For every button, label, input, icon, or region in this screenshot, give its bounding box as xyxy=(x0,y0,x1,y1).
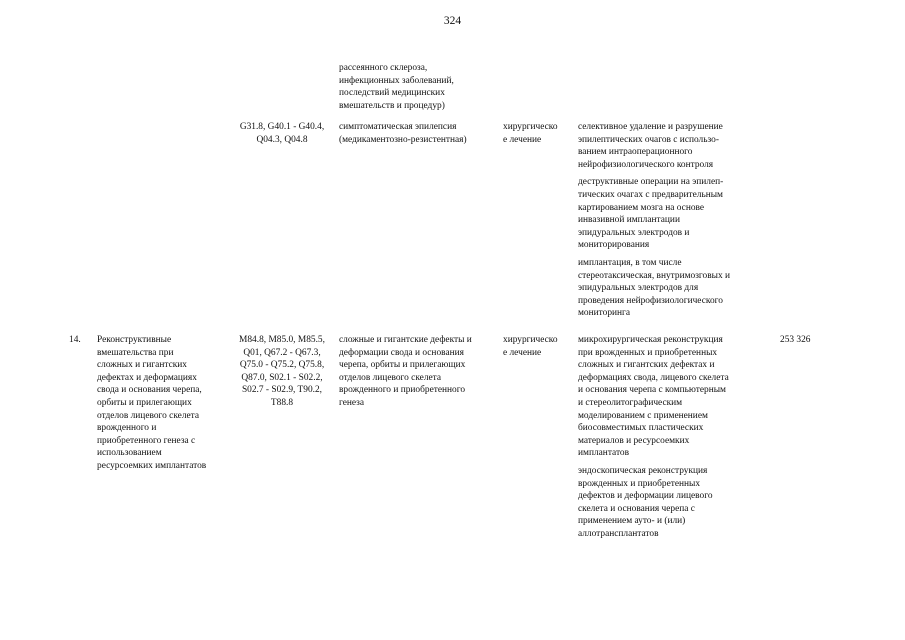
treatment-type: хирургическо е лечение xyxy=(503,335,558,358)
diagnosis-codes: G31.8, G40.1 - G40.4, Q04.3, Q04.8 xyxy=(239,122,325,145)
row-number: 14. xyxy=(69,335,81,345)
diagnosis-codes: M84.8, M85.0, M85.5, Q01, Q67.2 - Q67.3, Q75.0 - Q75.2, Q75.8, Q87.0, S02.1 - S02.2, S02.7 - S02.9, T90.2, T88.8 xyxy=(239,335,325,408)
treatment-methods xyxy=(578,334,763,546)
patient-model: сложные и гигантские дефекты и деформации свода и основания черепа, орбиты и прилегающих отделов лицевого скелета врожденного и приобретенного генеза xyxy=(339,335,472,408)
cost-value: 253 326 xyxy=(780,335,811,345)
intervention-name: Реконструктивные вмешательства при сложных и гигантских дефектах и деформациях свода и основания черепа, орбиты и прилегающих отделов лицевого скелета врожденного и приобретенного генеза с использованием ресурсоемких имплантатов xyxy=(97,335,207,471)
page-number: 324 xyxy=(443,15,462,27)
method-item: селективное удаление и разрушение эпилептических очагов с использо- ванием интраоперационного нейрофизиологического контроля xyxy=(578,122,723,170)
method-item: эндоскопическая реконструкция врожденных и приобретенных дефектов и деформации лицевого скелета и основания черепа с применением ауто- и (или) аллотрансплантатов xyxy=(578,465,713,539)
method-item: деструктивные операции на эпилеп- тических очагах с предварительным картированием мозга на основе инвазивной имплантации эпидуральных электродов и мониторирования xyxy=(578,177,724,251)
treatment-methods xyxy=(578,121,763,325)
method-item: имплантация, в том числе стереотаксическая, внутримозговых и эпидуральных электродов для проведения нейрофизиологического мониторинга xyxy=(578,257,730,319)
patient-model: симптоматическая эпилепсия (медикаментозно-резистентная) xyxy=(339,122,467,145)
continuation-model-text: рассеянного склероза, инфекционных заболеваний, последствий медицинских вмешательств и процедур) xyxy=(339,63,454,111)
method-item: микрохирургическая реконструкция при врожденных и приобретенных сложных и гигантских дефектах и деформациях свода, лицевого скелета и основания черепа с компьютерным и стереолитографическим моделированием с применением биосовместимых пластических материалов и ресурсоемких имплантатов xyxy=(578,335,729,459)
treatment-type: хирургическо е лечение xyxy=(503,122,558,145)
